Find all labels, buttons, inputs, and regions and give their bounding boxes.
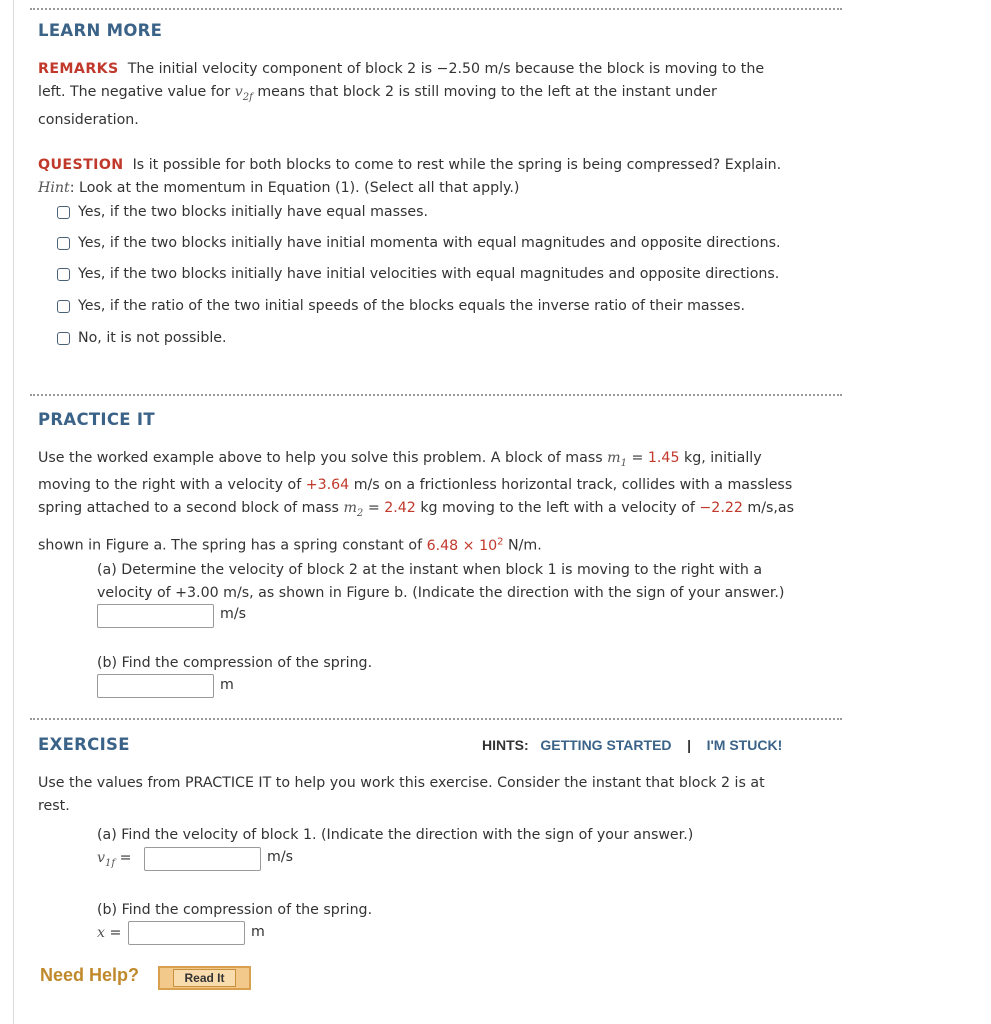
m2-variable: $m_2$ bbox=[343, 500, 364, 519]
hints-bar bbox=[482, 737, 782, 753]
practice-line-4: shown in Figure a. The spring has a spring constant of $6.48 \times 10^2$ N/m. bbox=[38, 536, 542, 554]
remarks-label: REMARKS bbox=[38, 61, 119, 77]
divider bbox=[30, 8, 842, 10]
practice-part-a-line-2: velocity of +3.00 m/s, as shown in Figure b. (Indicate the direction with the sign of your answer.) bbox=[97, 585, 785, 601]
unit-label: m/s bbox=[220, 606, 246, 622]
hints-separator: | bbox=[687, 737, 692, 753]
m2-value: 2.42 bbox=[384, 500, 416, 516]
v2f-variable: $v_{2f}$ bbox=[234, 84, 253, 103]
unit-label: m/s bbox=[267, 849, 293, 865]
divider bbox=[30, 718, 842, 720]
unit-label: m bbox=[251, 924, 265, 940]
divider bbox=[30, 394, 842, 396]
checkbox[interactable] bbox=[57, 300, 70, 313]
checkbox[interactable] bbox=[57, 237, 70, 250]
v2-value: −2.22 bbox=[699, 500, 743, 516]
question-label: QUESTION bbox=[38, 157, 124, 173]
practice-line-2: moving to the right with a velocity of +3.64 m/s on a frictionless horizontal track, collides with a massless bbox=[38, 477, 793, 493]
learn-more-title: LEARN MORE bbox=[38, 21, 163, 40]
practice-part-b: (b) Find the compression of the spring. bbox=[97, 655, 373, 671]
practice-compression-input[interactable] bbox=[97, 674, 214, 698]
im-stuck-link[interactable]: I'M STUCK! bbox=[706, 737, 783, 753]
exercise-compression-input[interactable] bbox=[128, 921, 245, 945]
practice-velocity-input[interactable] bbox=[97, 604, 214, 628]
m1-value: 1.45 bbox=[647, 450, 680, 466]
practice-line-1: Use the worked example above to help you solve this problem. A block of mass $m_1 = 1.45$ kg, initially bbox=[38, 450, 762, 469]
practice-it-title: PRACTICE IT bbox=[38, 410, 155, 429]
getting-started-link[interactable]: GETTING STARTED bbox=[540, 737, 672, 753]
need-help-label: Need Help? bbox=[40, 965, 140, 985]
exercise-title: EXERCISE bbox=[38, 735, 130, 754]
question-line: QUESTION Is it possible for both blocks to come to rest while the spring is being compressed? Explain. bbox=[38, 157, 782, 173]
option-not-possible[interactable]: No, it is not possible. bbox=[57, 328, 227, 348]
unit-label: m bbox=[220, 677, 234, 693]
v1-value: +3.64 bbox=[305, 477, 350, 493]
remarks-line-2: left. The negative value for $v_{2f}$ means that block 2 is still moving to the left at the instant under bbox=[38, 84, 717, 103]
checkbox[interactable] bbox=[57, 268, 70, 281]
exercise-part-b: (b) Find the compression of the spring. bbox=[97, 902, 373, 918]
exercise-part-a: (a) Find the velocity of block 1. (Indicate the direction with the sign of your answer.) bbox=[97, 827, 694, 843]
checkbox[interactable] bbox=[57, 332, 70, 345]
option-equal-velocities[interactable]: Yes, if the two blocks initially have initial velocities with equal magnitudes and opposite directions. bbox=[57, 264, 779, 284]
practice-part-a-line-1: (a) Determine the velocity of block 2 at the instant when block 1 is moving to the right with a bbox=[97, 562, 763, 578]
spring-constant-value: $6.48 \times 10^2$ bbox=[426, 536, 504, 554]
hints-label: HINTS: bbox=[482, 737, 529, 753]
exercise-velocity-input[interactable] bbox=[144, 847, 261, 871]
option-equal-momenta[interactable]: Yes, if the two blocks initially have initial momenta with equal magnitudes and opposite directions. bbox=[57, 233, 781, 253]
remarks-line-1: REMARKS The initial velocity component of block 2 is −2.50 m/s because the block is moving to the bbox=[38, 61, 765, 77]
remarks-line-3: consideration. bbox=[38, 112, 139, 128]
option-inverse-ratio[interactable]: Yes, if the ratio of the two initial speeds of the blocks equals the inverse ratio of their masses. bbox=[57, 296, 745, 316]
checkbox[interactable] bbox=[57, 206, 70, 219]
practice-line-3: spring attached to a second block of mass $m_2 = 2.42$ kg moving to the left with a velocity of −2.22 m/s,as bbox=[38, 500, 794, 519]
read-it-button[interactable]: Read It bbox=[158, 966, 251, 990]
x-label: x = bbox=[97, 925, 122, 941]
question-hint: Hint: Look at the momentum in Equation (1). (Select all that apply.) bbox=[38, 180, 520, 196]
exercise-line-1: Use the values from PRACTICE IT to help you work this exercise. Consider the instant that block 2 is at bbox=[38, 775, 765, 791]
v1f-label: $v_{1f}$ = bbox=[97, 850, 132, 869]
exercise-line-2: rest. bbox=[38, 798, 70, 814]
left-border bbox=[13, 0, 14, 1024]
option-equal-masses[interactable]: Yes, if the two blocks initially have equal masses. bbox=[57, 202, 428, 222]
m1-variable: $m_1$ bbox=[607, 450, 627, 469]
